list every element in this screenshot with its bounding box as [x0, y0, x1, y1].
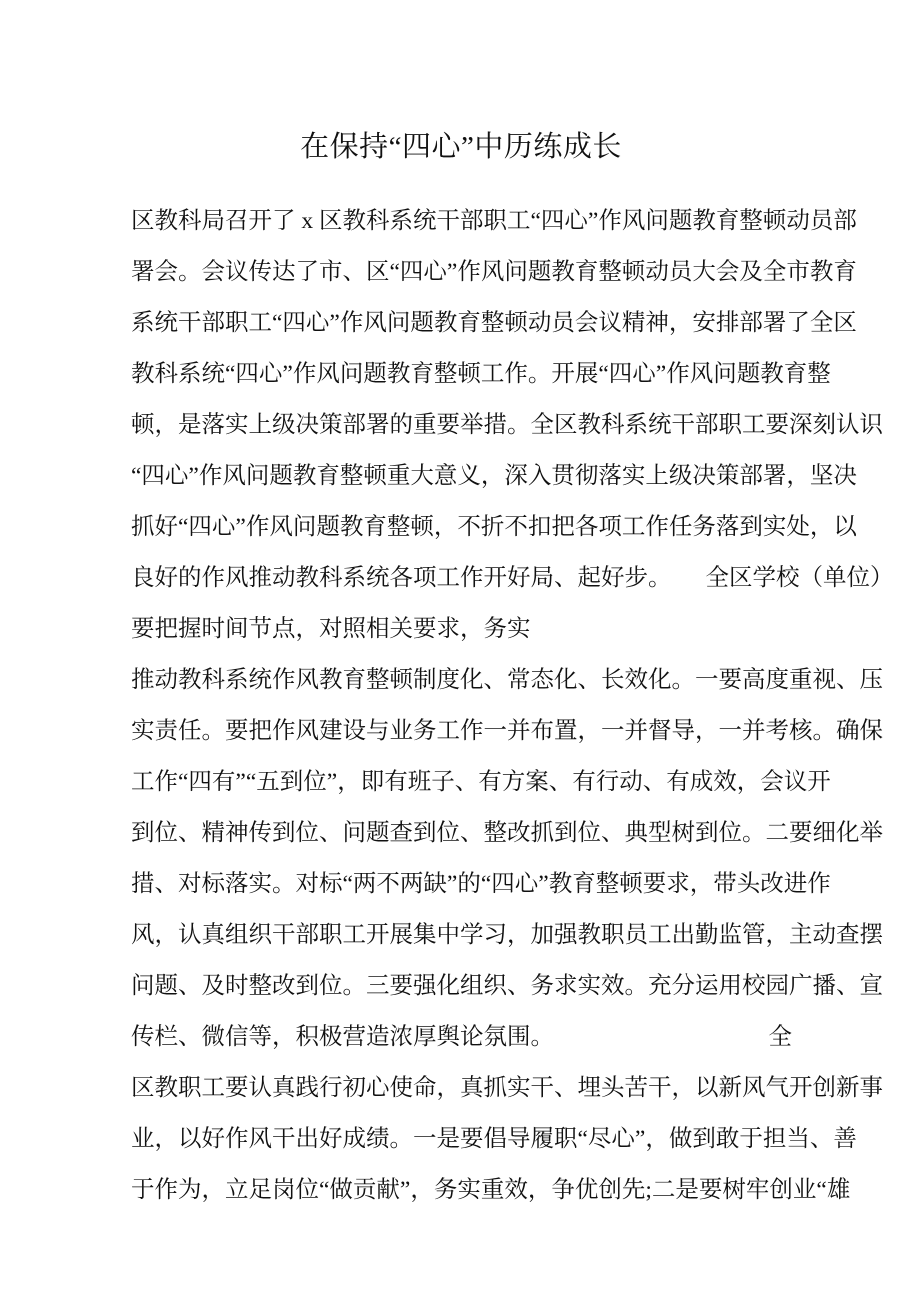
text-line	[131, 757, 831, 808]
text-line	[131, 1012, 792, 1063]
text-line-content: 问题、及时整改到位。三要强化组织、务求实效。充分运用校园广播、宣	[131, 973, 883, 999]
text-line-trailing: 全	[768, 1024, 792, 1050]
text-line-content: 系统干部职工“四心”作风问题教育整顿动员会议精神，安排部署了全区	[131, 310, 857, 336]
text-line-content: 实责任。要把作风建设与业务工作一并布置，一并督导，一并考核。确保	[131, 718, 883, 744]
text-line-content: 于作为，立足岗位“做贡献”，务实重效，争优创先;二是要树牢创业“雄	[131, 1177, 851, 1203]
document-body	[131, 196, 894, 1216]
text-line	[131, 451, 857, 502]
text-line-content: 良好的作风推动教科系统各项工作开好局、起好步。	[131, 565, 672, 591]
text-line-content: 到位、精神传到位、问题查到位、整改抓到位、典型树到位。二要细化举	[131, 820, 883, 846]
text-line-content: 抓好“四心”作风问题教育整顿，不折不扣把各项工作任务落到实处，以	[131, 514, 857, 540]
text-line	[131, 706, 883, 757]
text-line	[131, 910, 883, 961]
text-line-content: 业，以好作风干出好成绩。一是要倡导履职“尽心”，做到敢于担当、善	[131, 1126, 857, 1152]
text-line-content: 措、对标落实。对标“两不两缺”的“四心”教育整顿要求，带头改进作	[131, 871, 831, 897]
text-line	[131, 604, 792, 655]
text-line	[131, 1114, 857, 1165]
text-line-content: “四心”作风问题教育整顿重大意义，深入贯彻落实上级决策部署，坚决	[131, 463, 857, 489]
text-line-trailing: 全区学校（单位）	[705, 565, 894, 591]
text-line-content: 区教职工要认真践行初心使命，真抓实干、埋头苦干，以新风气开创新事	[131, 1075, 883, 1101]
text-line-content: 区教科局召开了 x 区教科系统干部职工“四心”作风问题教育整顿动员部	[131, 208, 857, 234]
text-line-content: 顿，是落实上级决策部署的重要举措。全区教科系统干部职工要深刻认识	[131, 412, 883, 438]
text-line	[131, 553, 894, 604]
text-line	[131, 961, 883, 1012]
text-line	[131, 196, 857, 247]
text-line-content: 风，认真组织干部职工开展集中学习，加强教职员工出勤监管，主动查摆	[131, 922, 883, 948]
text-line	[131, 1063, 883, 1114]
text-line-content: 要把握时间节点，对照相关要求，务实	[131, 616, 531, 642]
text-line	[131, 1165, 851, 1216]
text-line	[131, 349, 831, 400]
text-line	[131, 655, 883, 706]
text-line	[131, 808, 883, 859]
text-line-content: 传栏、微信等，积极营造浓厚舆论氛围。	[131, 1024, 554, 1050]
text-line	[131, 298, 857, 349]
text-line	[131, 247, 857, 298]
text-line	[131, 502, 857, 553]
text-line-content: 教科系统“四心”作风问题教育整顿工作。开展“四心”作风问题教育整	[131, 361, 831, 387]
page-title: 在保持“四心”中历练成长	[300, 131, 622, 164]
text-line-content: 工作“四有”“五到位”，即有班子、有方案、有行动、有成效，会议开	[131, 769, 831, 795]
text-line	[131, 859, 831, 910]
text-line-content: 署会。会议传达了市、区“四心”作风问题教育整顿动员大会及全市教育	[131, 259, 857, 285]
text-line-content: 推动教科系统作风教育整顿制度化、常态化、长效化。一要高度重视、压	[131, 667, 883, 693]
text-line	[131, 400, 883, 451]
